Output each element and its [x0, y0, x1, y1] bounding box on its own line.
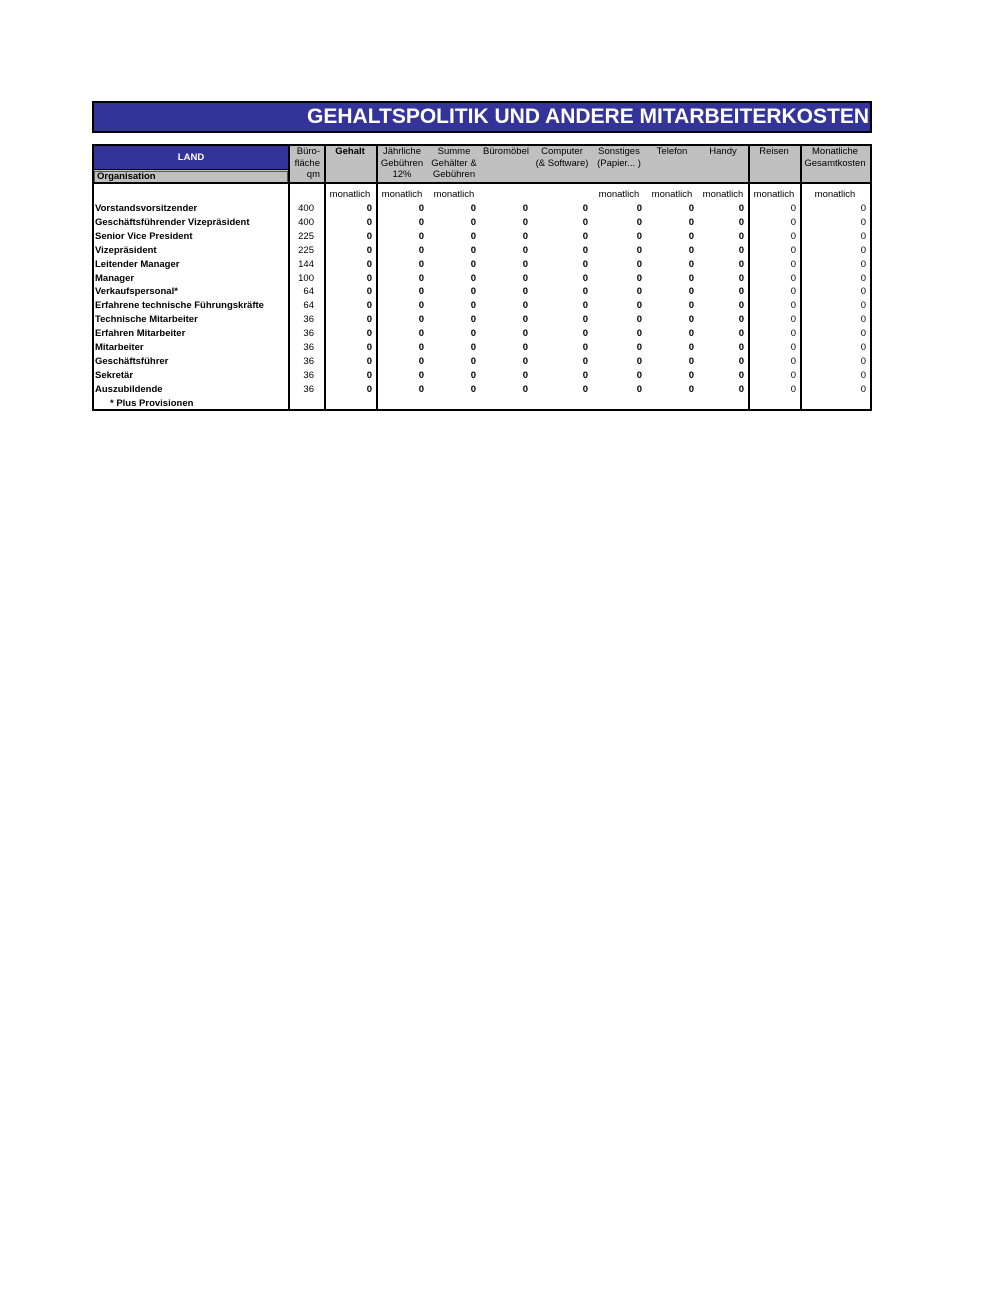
cost-cell: 0: [582, 369, 588, 381]
row-label: Technische Mitarbeiter: [95, 314, 198, 326]
cost-cell: 0: [582, 203, 588, 214]
office-area-value: 36: [303, 314, 314, 326]
cost-cell: 0: [582, 230, 588, 242]
cost-cell: 0: [790, 342, 796, 353]
column-header-line: [532, 169, 592, 181]
cost-cell: 0: [582, 328, 588, 340]
cost-cell: 0: [688, 314, 694, 326]
column-header-line: Telefon: [656, 146, 688, 157]
cost-cell: 0: [688, 258, 694, 270]
column-header-4: [480, 146, 532, 181]
column-header-line: [698, 158, 748, 170]
cost-cell: 0: [636, 230, 642, 242]
cost-cell: 0: [738, 300, 744, 312]
column-header-5: [532, 146, 592, 181]
cost-cell: 0: [522, 258, 528, 270]
column-header-0: [288, 146, 324, 181]
column-header-line: [324, 169, 376, 181]
cost-cell: 0: [582, 300, 588, 312]
cost-cell: 0: [470, 328, 476, 340]
cost-cell: 0: [860, 355, 866, 367]
cost-cell: 0: [522, 244, 528, 256]
cost-cell: 0: [366, 342, 372, 353]
cost-cell: 0: [522, 342, 528, 353]
column-header-line: [748, 158, 800, 170]
cost-cell: 0: [738, 342, 744, 353]
cost-cell: 0: [418, 286, 424, 298]
column-header-line: [748, 169, 800, 181]
office-area-value: 144: [298, 258, 314, 270]
column-header-line: [324, 158, 376, 170]
cost-cell: 0: [790, 258, 796, 270]
cost-cell: 0: [522, 369, 528, 381]
cost-cell: 0: [522, 272, 528, 284]
column-header-line: Sonstiges: [598, 146, 640, 157]
column-header-6: [592, 146, 646, 181]
cost-cell: 0: [636, 203, 642, 214]
cost-cell: 0: [470, 355, 476, 367]
cost-cell: 0: [790, 355, 796, 367]
cost-cell: 0: [582, 342, 588, 353]
column-header-line: Computer: [541, 146, 583, 157]
cost-cell: 0: [636, 383, 642, 395]
column-header-line: [592, 169, 646, 181]
cost-cell: 0: [860, 286, 866, 298]
cost-cell: 0: [738, 328, 744, 340]
cost-cell: 0: [522, 230, 528, 242]
cost-cell: 0: [790, 272, 796, 284]
cost-cell: 0: [860, 216, 866, 228]
cost-cell: 0: [790, 216, 796, 228]
cost-cell: 0: [636, 300, 642, 312]
office-area-value: 225: [298, 230, 314, 242]
cost-cell: 0: [418, 258, 424, 270]
cost-cell: 0: [470, 342, 476, 353]
cost-cell: 0: [860, 300, 866, 312]
organisation-header: Organisation: [94, 171, 288, 183]
cost-cell: 0: [522, 328, 528, 340]
row-label: Auszubildende: [95, 383, 163, 395]
cost-cell: 0: [418, 383, 424, 395]
column-header-line: qm: [306, 169, 320, 180]
office-area-value: 400: [298, 203, 314, 214]
cost-cell: 0: [418, 230, 424, 242]
cost-cell: 0: [860, 203, 866, 214]
column-header-line: fläche: [294, 157, 320, 169]
cost-cell: 0: [688, 355, 694, 367]
row-label: Erfahren Mitarbeiter: [95, 328, 186, 340]
column-header-line: Büro-: [296, 146, 320, 157]
cost-cell: 0: [738, 355, 744, 367]
cost-cell: 0: [860, 328, 866, 340]
row-label: Mitarbeiter: [95, 342, 144, 353]
cost-cell: 0: [418, 328, 424, 340]
cost-cell: 0: [636, 272, 642, 284]
cost-cell: 0: [522, 286, 528, 298]
column-header-2: [376, 146, 428, 181]
cost-cell: 0: [738, 230, 744, 242]
cost-cell: 0: [738, 383, 744, 395]
cost-cell: 0: [688, 383, 694, 395]
cost-cell: 0: [636, 286, 642, 298]
row-label: Geschäftsführender Vizepräsident: [95, 216, 250, 228]
period-label: monatlich: [651, 189, 693, 200]
cost-cell: 0: [522, 314, 528, 326]
cost-cell: 0: [366, 203, 372, 214]
cost-cell: 0: [366, 230, 372, 242]
office-area-value: 36: [303, 383, 314, 395]
column-header-line: Monatliche: [812, 146, 858, 157]
period-label: monatlich: [814, 189, 856, 200]
period-label: monatlich: [702, 189, 744, 200]
cost-cell: 0: [418, 272, 424, 284]
office-area-value: 100: [298, 272, 314, 284]
cost-cell: 0: [636, 328, 642, 340]
cost-cell: 0: [522, 355, 528, 367]
column-header-8: [698, 146, 748, 181]
column-header-line: Summe: [437, 146, 471, 157]
cost-table: [92, 144, 872, 411]
office-area-value: 400: [298, 216, 314, 228]
cost-cell: 0: [582, 286, 588, 298]
office-area-value: 64: [303, 300, 314, 312]
cost-cell: 0: [366, 355, 372, 367]
cost-cell: 0: [738, 258, 744, 270]
column-header-10: [800, 146, 870, 181]
cost-cell: 0: [688, 272, 694, 284]
row-label: Geschäftsführer: [95, 355, 169, 367]
column-header-line: (& Software): [535, 157, 589, 169]
cost-cell: 0: [636, 369, 642, 381]
cost-cell: 0: [688, 300, 694, 312]
cost-cell: 0: [418, 244, 424, 256]
column-separator: [324, 144, 326, 411]
cost-cell: 0: [860, 258, 866, 270]
office-area-value: 36: [303, 342, 314, 353]
row-label: Erfahrene technische Führungskräfte: [95, 300, 264, 312]
period-label: monatlich: [753, 189, 795, 200]
cost-cell: 0: [636, 258, 642, 270]
cost-cell: 0: [470, 203, 476, 214]
cost-cell: 0: [522, 216, 528, 228]
column-separator: [376, 144, 378, 411]
cost-cell: 0: [790, 369, 796, 381]
cost-cell: 0: [366, 314, 372, 326]
column-header-3: [428, 146, 480, 181]
row-label: Senior Vice President: [95, 230, 193, 242]
cost-cell: 0: [418, 203, 424, 214]
cost-cell: 0: [860, 314, 866, 326]
cost-cell: 0: [418, 355, 424, 367]
cost-cell: 0: [366, 286, 372, 298]
cost-cell: 0: [636, 342, 642, 353]
cost-cell: 0: [688, 369, 694, 381]
cost-cell: 0: [790, 244, 796, 256]
row-label: Vizepräsident: [95, 244, 157, 256]
cost-cell: 0: [366, 328, 372, 340]
cost-cell: 0: [636, 244, 642, 256]
row-label: Verkaufspersonal*: [95, 286, 178, 298]
row-label: Manager: [95, 272, 135, 284]
sheet-title: GEHALTSPOLITIK UND ANDERE MITARBEITERKOSTEN: [92, 101, 872, 133]
cost-cell: 0: [470, 286, 476, 298]
cost-cell: 0: [790, 314, 796, 326]
cost-cell: 0: [418, 369, 424, 381]
row-label: Vorstandsvorsitzender: [95, 203, 198, 214]
cost-cell: 0: [366, 216, 372, 228]
cost-cell: 0: [582, 383, 588, 395]
cost-cell: 0: [790, 328, 796, 340]
header-bottom-border: [92, 182, 872, 184]
column-header-line: 12%: [392, 169, 412, 180]
cost-cell: 0: [470, 244, 476, 256]
cost-cell: 0: [688, 328, 694, 340]
cost-cell: 0: [582, 314, 588, 326]
cost-cell: 0: [582, 216, 588, 228]
column-header-line: [480, 169, 532, 181]
column-header-line: Gesamtkosten: [804, 157, 866, 169]
cost-cell: 0: [366, 272, 372, 284]
table-border-top: [92, 144, 872, 146]
cost-cell: 0: [738, 216, 744, 228]
cost-cell: 0: [636, 314, 642, 326]
cost-cell: 0: [688, 244, 694, 256]
column-header-9: [748, 146, 800, 181]
cost-cell: 0: [522, 300, 528, 312]
cost-cell: 0: [470, 314, 476, 326]
column-header-7: [646, 146, 698, 181]
cost-cell: 0: [366, 383, 372, 395]
cost-cell: 0: [522, 203, 528, 214]
cost-cell: 0: [582, 355, 588, 367]
column-header-line: Reisen: [759, 146, 789, 157]
cost-cell: 0: [522, 383, 528, 395]
column-separator: [288, 144, 290, 411]
cost-cell: 0: [636, 355, 642, 367]
cost-cell: 0: [688, 216, 694, 228]
column-header-line: [646, 169, 698, 181]
cost-cell: 0: [418, 216, 424, 228]
cost-cell: 0: [582, 244, 588, 256]
cost-cell: 0: [418, 342, 424, 353]
column-header-line: [800, 169, 870, 181]
cost-cell: 0: [860, 244, 866, 256]
column-header-line: Handy: [709, 146, 737, 157]
cost-cell: 0: [470, 383, 476, 395]
cost-cell: 0: [860, 230, 866, 242]
cost-cell: 0: [470, 216, 476, 228]
column-header-line: Jährliche: [382, 146, 422, 157]
cost-cell: 0: [418, 314, 424, 326]
cost-cell: 0: [738, 244, 744, 256]
land-header: LAND: [94, 146, 288, 170]
footnote: * Plus Provisionen: [110, 397, 194, 409]
cost-cell: 0: [366, 244, 372, 256]
cost-cell: 0: [790, 286, 796, 298]
cost-cell: 0: [688, 342, 694, 353]
cost-cell: 0: [470, 369, 476, 381]
column-header-line: (Papier... ): [597, 157, 641, 169]
column-header-line: [646, 158, 698, 170]
column-header-line: [698, 169, 748, 181]
cost-cell: 0: [738, 369, 744, 381]
cost-cell: 0: [366, 300, 372, 312]
column-header-1: [324, 146, 376, 181]
cost-cell: 0: [582, 272, 588, 284]
column-separator: [800, 144, 802, 411]
land-separator: [92, 169, 288, 170]
column-separator: [92, 144, 94, 411]
cost-cell: 0: [738, 286, 744, 298]
period-label: monatlich: [329, 189, 371, 200]
cost-cell: 0: [688, 203, 694, 214]
cost-cell: 0: [636, 216, 642, 228]
cost-cell: 0: [418, 300, 424, 312]
cost-cell: 0: [470, 230, 476, 242]
cost-cell: 0: [790, 230, 796, 242]
cost-cell: 0: [688, 230, 694, 242]
column-separator: [870, 144, 872, 411]
office-area-value: 36: [303, 355, 314, 367]
column-header-line: Gehalt: [335, 146, 365, 157]
cost-cell: 0: [366, 258, 372, 270]
cost-cell: 0: [470, 272, 476, 284]
cost-cell: 0: [582, 258, 588, 270]
cost-cell: 0: [860, 369, 866, 381]
cost-cell: 0: [790, 203, 796, 214]
office-area-value: 36: [303, 369, 314, 381]
cost-cell: 0: [738, 314, 744, 326]
cost-cell: 0: [860, 383, 866, 395]
cost-cell: 0: [790, 300, 796, 312]
office-area-value: 64: [303, 286, 314, 298]
cost-cell: 0: [470, 300, 476, 312]
cost-cell: 0: [470, 258, 476, 270]
column-separator: [748, 144, 750, 411]
cost-cell: 0: [366, 369, 372, 381]
cost-cell: 0: [688, 286, 694, 298]
period-label: monatlich: [598, 189, 640, 200]
cost-cell: 0: [790, 383, 796, 395]
cost-cell: 0: [738, 203, 744, 214]
office-area-value: 225: [298, 244, 314, 256]
cost-cell: 0: [860, 342, 866, 353]
office-area-value: 36: [303, 328, 314, 340]
cost-cell: 0: [738, 272, 744, 284]
column-header-line: Gebühren: [380, 157, 424, 169]
period-label: monatlich: [381, 189, 423, 200]
row-label: Leitender Manager: [95, 258, 180, 270]
period-label: monatlich: [433, 189, 475, 200]
table-border-bottom: [92, 409, 872, 411]
column-header-line: Gebühren: [432, 169, 476, 180]
column-header-line: Büromöbel: [483, 146, 529, 157]
row-label: Sekretär: [95, 369, 134, 381]
column-header-line: Gehälter &: [431, 157, 477, 169]
cost-cell: 0: [860, 272, 866, 284]
column-header-line: [480, 158, 532, 170]
